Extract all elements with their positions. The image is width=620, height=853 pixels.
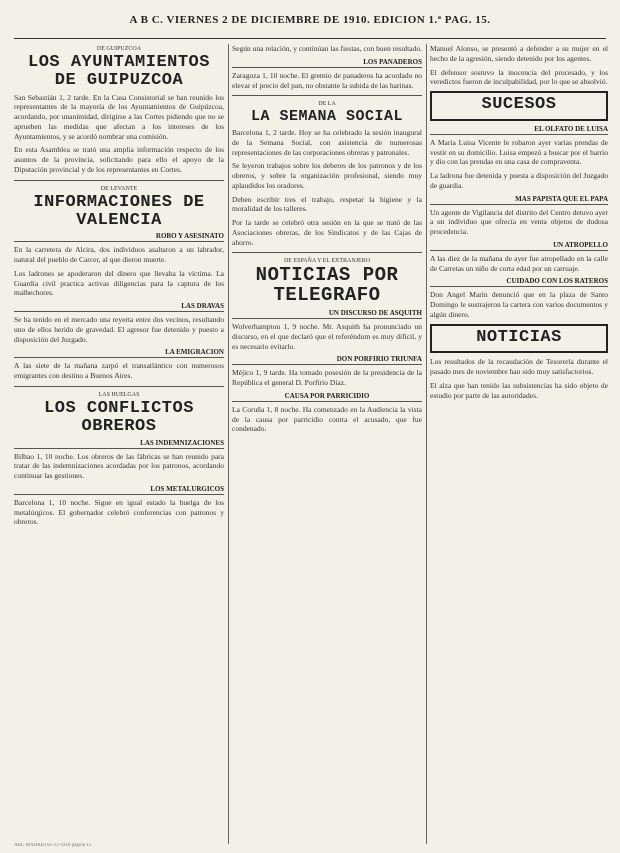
column-2	[232, 44, 422, 844]
article-text: En la carretera de Alcira, dos individuos asaltaron a un labrador, natural del pueblo de Carcer, al que dieron muerte.	[14, 245, 224, 265]
article-text: Barcelona 1, 10 noche. Sigue en igual estado la huelga de los metalúrgicos. El gobernador celebró conferencias con patronos y obreros.	[14, 497, 224, 527]
kicker: DE LA	[318, 101, 336, 108]
subheading: MAS PAPISTA QUE EL PAPA	[430, 195, 608, 205]
subheading: CAUSA POR PARRICIDIO	[232, 392, 422, 402]
column-3	[430, 44, 608, 844]
subheading: UN DISCURSO DE ASQUITH	[232, 309, 422, 319]
noticias-box	[430, 324, 608, 354]
article-text: Wolverhampton 1, 9 noche. Mr. Asquith ha pronunciado un discurso, en el que declaró que el referéndum es muy difícil, y es necesario evitarlo.	[232, 322, 422, 351]
kicker: DE LEVANTE	[100, 185, 138, 192]
headline-noticias: NOTICIAS	[476, 327, 562, 347]
article-text: Por la tarde se celebró otra sesión en la que se trató de las Asociaciones obreras, de los Sindicatos y de las Cajas de ahorro.	[232, 218, 422, 247]
kicker: DE ESPAÑA Y EL EXTRANJERO	[283, 258, 371, 265]
subheading: LOS PANADEROS	[232, 58, 422, 68]
separator	[14, 180, 224, 181]
columns	[14, 44, 608, 844]
article-text: Méjico 1, 9 tarde. Ha tomado posesión de la presidencia de la República el general D. Porfirio Díaz.	[232, 368, 422, 388]
article-text: A las diez de la mañana de ayer fue atropellado en la calle de Carretas un niño de corta edad por un carruaje.	[430, 253, 608, 273]
column-1	[14, 44, 224, 844]
article-text: En esta Asamblea se trató una amplia información respecto de los asuntos de la provincia, solicitando para ello el apoyo de la Diputación provincial y de los representantes en Cortes.	[14, 145, 224, 174]
article-text: Bilbao 1, 10 noche. Los obreros de las fábricas se han reunido para tratar de las indemnizaciones acordadas por los patronos, acordando continuar las gestiones.	[14, 451, 224, 481]
subheading: UN ATROPELLO	[430, 241, 608, 251]
article-text: Según una relación, y continúan las fiestas, con buen resultado.	[232, 44, 422, 53]
article-text: Se ha tenido en el mercado una reyerta entre dos vecinos, resultando uno de ellos herido de gravedad. El agresor fue detenido y puesto a disposición del Juzgado.	[14, 315, 224, 344]
article-text: La Coruña 1, 8 noche. Ha comenzado en la Audiencia la vista de la causa por parricidio contra el acusado, que fue condenado.	[232, 404, 422, 434]
article-text: Zaragoza 1, 10 noche. El gremio de panaderos ha acordado no elevar el precio del pan, no obstante la subida de las harinas.	[232, 70, 422, 90]
article-text: A las siete de la mañana zarpó el transatlántico con numerosos emigrantes con destino a Buenos Aires.	[14, 361, 224, 381]
column-divider	[228, 44, 229, 844]
headline-ayuntamientos: LOS AYUNTAMIENTOS DE GUIPUZCOA	[28, 53, 210, 90]
separator	[14, 386, 224, 387]
footer-caption: ABC MADRID 02-12-1910 página 15	[14, 843, 92, 848]
masthead: A B C. VIERNES 2 DE DICIEMBRE DE 1910. EDICION 1.ª PAG. 15.	[129, 14, 491, 26]
article-text: El alza que han tenido las subsistencias ha sido objeto de estudio por parte de las autoridades.	[430, 380, 608, 400]
subheading: LA EMIGRACION	[14, 348, 224, 358]
kicker: LAS HUELGAS	[98, 391, 140, 398]
column-divider	[426, 44, 427, 844]
headline-valencia: INFORMACIONES DE VALENCIA	[33, 192, 205, 230]
article-text: Barcelona 1, 2 tarde. Hoy se ha celebrado la sesión inaugural de la Semana Social, con asistencia de numerosas representaciones de las corporaciones obreras y patronales.	[232, 128, 422, 157]
masthead-rule	[14, 38, 606, 39]
subheading: ROBO Y ASESINATO	[14, 232, 224, 242]
article-text: El defensor sostuvo la inocencia del procesado, y los veredictos fueron de inculpabilidad, por lo que se absolvió.	[430, 67, 608, 87]
kicker: DE GUIPUZCOA	[96, 46, 142, 52]
article-text: Se leyeron trabajos sobre los deberes de los patronos y de los obreros, y sobre la organización profesional, siendo muy aplaudidos los oradores.	[232, 161, 422, 190]
subheading: LAS DRAVAS	[14, 302, 224, 312]
article-text: San Sebastián 1, 2 tarde. En la Casa Consistorial se han reunido los representantes de la mayoría de los Ayuntamientos de Guipúzcoa, acordando, por unanimidad, dirigirse a las Cortes pidiendo que no se aprueben las medidas que afectan a los intereses de los Ayuntamientos, y se acordó nombrar una comisión.	[14, 92, 224, 141]
article-text: La ladrona fue detenida y puesta a disposición del Juzgado de guardia.	[430, 171, 608, 190]
subheading: LOS METALURGICOS	[14, 485, 224, 495]
headline-conflictos: LOS CONFLICTOS OBREROS	[44, 398, 194, 436]
sucesos-box	[430, 91, 608, 121]
headline-semana-social: LA SEMANA SOCIAL	[250, 108, 404, 126]
subheading: LAS INDEMNIZACIONES	[14, 439, 224, 449]
separator	[232, 95, 422, 96]
article-text: Manuel Alonso, se presentó a defender a su mujer en el hecho de la agresión, siendo detenido por los agentes.	[430, 44, 608, 63]
article-text: Deben escribir tres el trabajo, respetar la higiene y la moralidad de los talleres.	[232, 194, 422, 214]
separator	[232, 252, 422, 253]
subheading: CUIDADO CON LOS RATEROS	[430, 277, 608, 287]
article-text: A María Luisa Vicente le robaron ayer varias prendas de vestir en su domicilio. Luisa empezó a buscar por el barrio y dio con las prendas en una casa de compraventa.	[430, 137, 608, 167]
article-text: Don Angel Marín denunció que en la plaza de Santo Domingo le sustrajeron la cartera con varios documentos y algún dinero.	[430, 290, 608, 319]
headline-sucesos: SUCESOS	[481, 95, 557, 114]
article-text: Los resultados de la recaudación de Tesorería durante el pasado mes de noviembre han sido muy satisfactorios.	[430, 357, 608, 377]
article-text: Los ladrones se apoderaron del dinero que llevaba la víctima. La Guardia civil practica activas diligencias para la captura de los malhechores.	[14, 268, 224, 298]
headline-noticias-telegrafo: NOTICIAS POR TELEGRAFO	[255, 264, 399, 307]
subheading: DON PORFIRIO TRIUNFA	[232, 355, 422, 365]
subheading: EL OLFATO DE LUISA	[430, 125, 608, 135]
article-text: Un agente de Vigilancia del distrito del Centro detuvo ayer a un individuo que ofrecía en venta objetos de dudosa procedencia.	[430, 207, 608, 237]
